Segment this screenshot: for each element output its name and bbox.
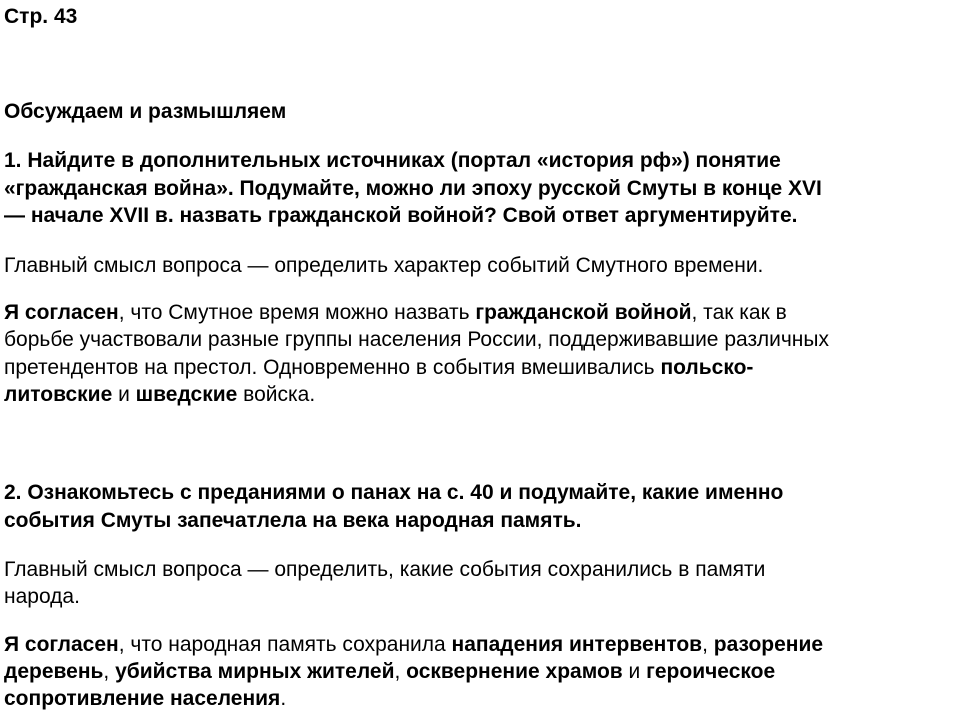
plain-text: и [112, 383, 136, 406]
answer-2-paragraph-line-3 [4, 686, 286, 712]
page-label: Стр. 43 [4, 5, 78, 28]
section-title: Обсуждаем и размышляем [4, 100, 287, 123]
document-page [4, 0, 966, 720]
bold-text: нападения интервентов [451, 633, 703, 656]
bold-text: польско- [660, 356, 754, 379]
answer-1-paragraph-line-2: борьбе участвовали разные группы населения России, поддерживавшие различных [4, 328, 829, 351]
question-1-line-3: — началe XVII в. назвать гражданской войной? Свой ответ аргументируйте. [4, 204, 798, 227]
answer-1-paragraph-line-4 [4, 382, 315, 408]
bold-text: литовские [4, 383, 113, 406]
plain-text: , [394, 660, 407, 683]
answer-2-paragraph-line-2 [4, 659, 775, 685]
plain-text: , что Смутное время можно назвать [118, 301, 476, 324]
answer-1-paragraph-line-3 [4, 355, 753, 381]
bold-text: Я согласен [4, 633, 119, 656]
plain-text: претендентов на престол. Одновременно в события вмешивались [4, 356, 661, 379]
bold-text: убийства мирных жителей [115, 660, 395, 683]
bold-text: шведские [135, 383, 238, 406]
answer-1-main-idea: Главный смысл вопроса — определить характер событий Смутного времени. [4, 254, 764, 277]
plain-text: , так как в [691, 301, 787, 324]
question-2-line-1: 2. Ознакомьтесь с преданиями о панах на с. 40 и подумайте, какие именно [4, 481, 784, 504]
bold-text: разорение [713, 633, 824, 656]
bold-text: Я согласен [4, 301, 119, 324]
question-2-line-2: события Смуты запечатлела на века народная память. [4, 509, 582, 532]
plain-text: , [103, 660, 116, 683]
answer-2-main-idea-line-2: народа. [4, 585, 80, 608]
answer-2-main-idea-line-1: Главный смысл вопроса — определить, какие события сохранились в памяти [4, 558, 766, 581]
bold-text: осквернение храмов [406, 660, 623, 683]
answer-2-paragraph-line-1 [4, 632, 823, 658]
plain-text: . [280, 687, 287, 710]
plain-text: и [622, 660, 647, 683]
plain-text: войска. [237, 383, 316, 406]
question-1-line-2: «гражданская война». Подумайте, можно ли эпоху русской Смуты в конце XVI [4, 177, 822, 200]
question-1-line-1: 1. Найдите в дополнительных источниках (портал «история рф») понятие [4, 149, 781, 172]
bold-text: деревень [4, 660, 104, 683]
plain-text: , [702, 633, 714, 656]
bold-text: сопротивление населения [4, 687, 281, 710]
plain-text: , что народная память сохранила [118, 633, 452, 656]
bold-text: героическое [646, 660, 776, 683]
bold-text: гражданской войной [475, 301, 692, 324]
answer-1-paragraph-line-1 [4, 300, 787, 326]
